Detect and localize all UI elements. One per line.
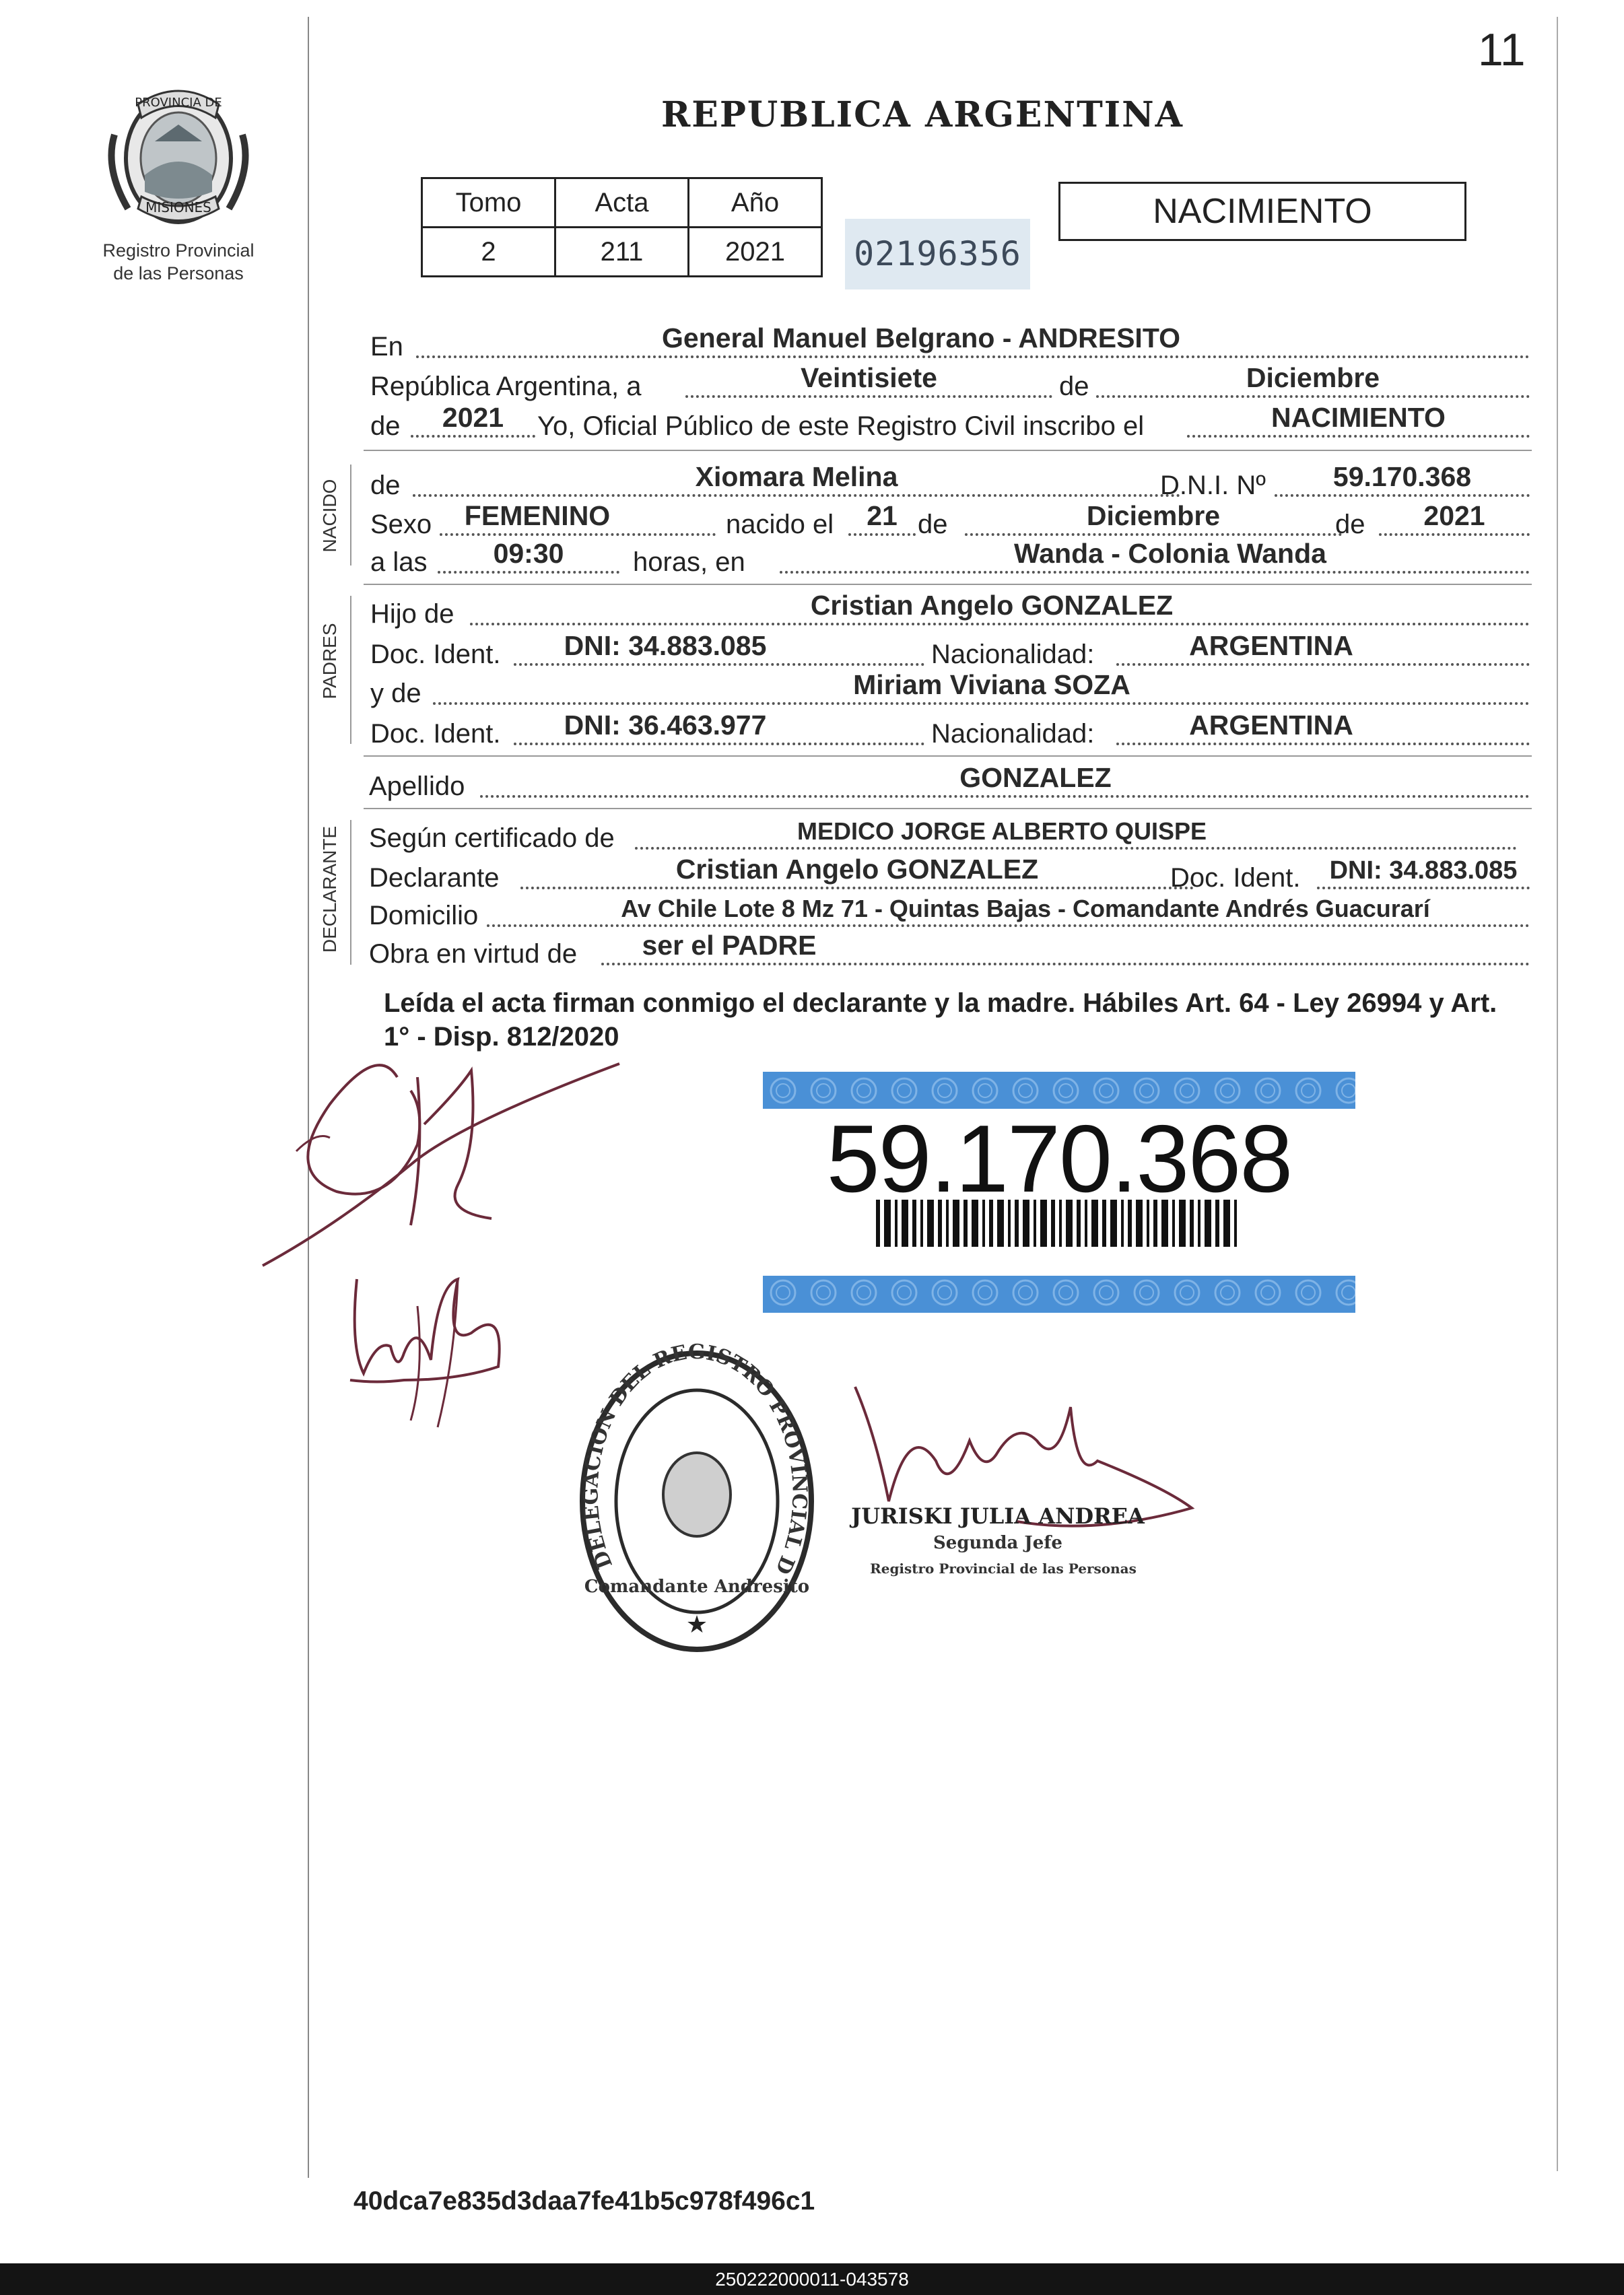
- document-type-box: NACIMIENTO: [1058, 182, 1466, 241]
- sexo-label: Sexo: [370, 510, 432, 539]
- signature-1: [256, 1050, 633, 1279]
- row-act-year: [369, 401, 1530, 443]
- issuer-caption-line2: de las Personas: [113, 263, 244, 283]
- dni-sticker-number: 59.170.368: [826, 1105, 1292, 1212]
- legal-text: Leída el acta firman conmigo el declarante y la madre. Hábiles Art. 64 - Ley 26994 y Art. 1° - Disp. 812/2020: [384, 988, 1497, 1052]
- section-label-padres: PADRES: [319, 623, 340, 699]
- apellido-label: Apellido: [369, 772, 465, 801]
- declarant-doc-label: Doc. Ident.: [1170, 863, 1301, 893]
- header-acta: Acta: [555, 178, 689, 228]
- act-type-value: NACIMIENTO: [1271, 402, 1446, 433]
- father-doc-value: DNI: 34.883.085: [564, 630, 767, 661]
- mother-name-value: Miriam Viviana SOZA: [853, 669, 1130, 700]
- birth-time-value: 09:30: [493, 538, 564, 569]
- domicilio-label: Domicilio: [369, 901, 479, 930]
- right-margin-line: [1557, 17, 1558, 2171]
- en-label: En: [370, 332, 403, 362]
- certificado-label: Según certificado de: [369, 823, 615, 853]
- issuer-caption: [74, 239, 283, 285]
- row-place: [369, 322, 1530, 364]
- header-tomo: Tomo: [422, 178, 555, 228]
- birth-month-value: Diciembre: [1086, 500, 1221, 531]
- official-office: Registro Provincial de las Personas: [870, 1561, 1137, 1577]
- dni-label: D.N.I. Nº: [1160, 471, 1266, 500]
- row-surname: [369, 761, 1530, 803]
- mother-nationality-value: ARGENTINA: [1189, 710, 1353, 741]
- year-value: 2021: [442, 402, 504, 433]
- birth-year-value: 2021: [1423, 500, 1485, 531]
- birth-de-label-2: de: [1335, 510, 1365, 539]
- month-value: Diciembre: [1246, 362, 1380, 393]
- signature-2: [337, 1266, 539, 1434]
- birth-de-label-1: de: [918, 510, 948, 539]
- row-address: [369, 891, 1530, 932]
- footer-id: 250222000011-043578: [715, 2269, 909, 2290]
- stamp-inner-text: Comandante Andresito: [584, 1577, 810, 1597]
- row-child-name: [369, 460, 1530, 502]
- certificate-value: MEDICO JORGE ALBERTO QUISPE: [797, 817, 1207, 845]
- row-father-doc: [369, 629, 1530, 671]
- oficial-text: Yo, Oficial Público de este Registro Civil inscribo el: [537, 411, 1145, 441]
- declarant-name-value: Cristian Angelo GONZALEZ: [675, 854, 1039, 885]
- separator: [364, 450, 1532, 451]
- sex-value: FEMENINO: [464, 500, 611, 531]
- surname-value: GONZALEZ: [959, 762, 1112, 793]
- separator: [364, 755, 1532, 757]
- place-value: General Manuel Belgrano - ANDRESITO: [661, 322, 1181, 353]
- capacity-value: ser el PADRE: [642, 930, 817, 961]
- row-birth-time-place: [369, 537, 1530, 579]
- horas-en-label: horas, en: [633, 547, 745, 577]
- birth-place-value: Wanda - Colonia Wanda: [1014, 538, 1326, 569]
- value-tomo: 2: [422, 228, 555, 277]
- father-name-value: Cristian Angelo GONZALEZ: [810, 590, 1174, 621]
- stamp-outer-text: DELEGACION DEL REGISTRO PROVINCIAL D: [579, 1343, 811, 1578]
- row-certificate: [369, 813, 1530, 855]
- day-words-value: Veintisiete: [801, 362, 937, 393]
- section-label-nacido: NACIDO: [319, 479, 340, 553]
- header-anio: Año: [689, 178, 822, 228]
- declarant-doc-value: DNI: 34.883.085: [1329, 856, 1518, 885]
- declarante-label: Declarante: [369, 863, 500, 893]
- row-mother-doc: [369, 709, 1530, 751]
- child-dni-value: 59.170.368: [1332, 461, 1472, 492]
- official-signature: [815, 1380, 1205, 1555]
- official-name: JURISKI JULIA ANDREA: [851, 1503, 1145, 1529]
- hijo-de-label: Hijo de: [370, 599, 454, 629]
- svg-text:★: ★: [685, 1610, 708, 1638]
- republica-label: República Argentina, a: [370, 372, 642, 401]
- value-acta: 211: [555, 228, 689, 277]
- row-declarant: [369, 853, 1530, 895]
- delegation-stamp: [572, 1343, 821, 1659]
- birth-day-value: 21: [867, 500, 898, 531]
- separator: [364, 808, 1532, 809]
- svg-text:PROVINCIA DE: PROVINCIA DE: [135, 96, 222, 110]
- control-number: 02196356: [845, 219, 1030, 289]
- row-father-name: [369, 589, 1530, 631]
- y-de-label: y de: [370, 679, 421, 708]
- official-role: Segunda Jefe: [933, 1533, 1062, 1553]
- row-capacity: [369, 929, 1530, 971]
- child-name-value: Xiomara Melina: [695, 461, 898, 492]
- mother-doc-value: DNI: 36.463.977: [564, 710, 767, 741]
- document-hash: 40dca7e835d3daa7fe41b5c978f496c1: [353, 2187, 815, 2216]
- registry-table: [421, 177, 823, 277]
- father-nationality-value: ARGENTINA: [1189, 630, 1353, 661]
- nacido-de-label: de: [370, 471, 401, 500]
- svg-text:MISIONES: MISIONES: [145, 199, 211, 215]
- value-anio: 2021: [689, 228, 822, 277]
- de-label: de: [1059, 372, 1089, 401]
- obra-label: Obra en virtud de: [369, 939, 578, 969]
- mother-nationality-label: Nacionalidad:: [931, 719, 1095, 749]
- row-mother-name: [369, 669, 1530, 710]
- address-value: Av Chile Lote 8 Mz 71 - Quintas Bajas - Comandante Andrés Guacurarí: [621, 895, 1430, 922]
- separator: [364, 584, 1532, 585]
- page-number: 11: [1478, 24, 1526, 75]
- section-label-declarante: DECLARANTE: [319, 825, 340, 953]
- row-date: [369, 362, 1530, 403]
- father-doc-label: Doc. Ident.: [370, 640, 501, 669]
- father-nationality-label: Nacionalidad:: [931, 640, 1095, 669]
- document-title: REPUBLICA ARGENTINA: [661, 94, 1184, 135]
- a-las-label: a las: [370, 547, 428, 577]
- mother-doc-label: Doc. Ident.: [370, 719, 501, 749]
- year-prefix-label: de: [370, 411, 401, 441]
- issuer-caption-line1: Registro Provincial: [102, 240, 255, 261]
- nacido-el-label: nacido el: [726, 510, 834, 539]
- row-sex-birthdate: [369, 500, 1530, 541]
